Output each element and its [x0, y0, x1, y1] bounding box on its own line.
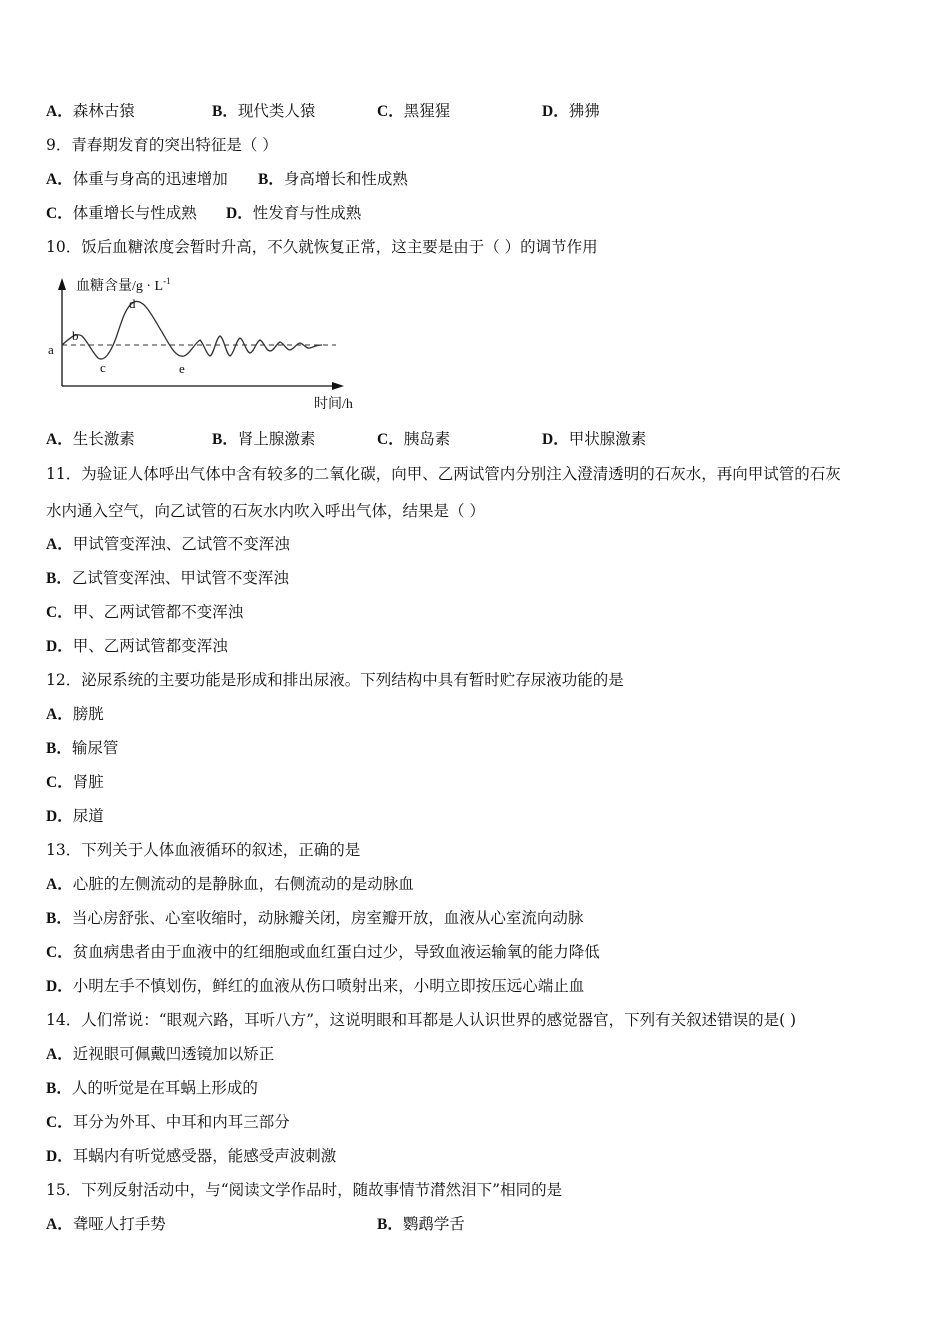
blood-sugar-graph — [40, 272, 370, 417]
q13-option-d[interactable]: D．小明左手不慎划伤，鲜红的血液从伤口喷射出来，小明立即按压远心端止血 — [46, 977, 585, 995]
q15-stem: 15．下列反射活动中，与“阅读文学作品时，随故事情节潸然泪下”相同的是 — [46, 1181, 563, 1199]
q10-stem: 10．饭后血糖浓度会暂时升高，不久就恢复正常，这主要是由于（ ）的调节作用 — [46, 238, 598, 256]
q9-option-d[interactable]: D．性发育与性成熟 — [226, 204, 362, 222]
q14-option-c[interactable]: C．耳分为外耳、中耳和内耳三部分 — [46, 1113, 290, 1131]
q15-option-b[interactable]: B．鹦鹉学舌 — [377, 1215, 465, 1233]
q14-stem: 14．人们常说：“眼观六路，耳听八方”，这说明眼和耳都是人认识世界的感觉器官，下列有关叙述错误的是( ) — [46, 1011, 797, 1029]
q8-option-b[interactable]: B．现代类人猿 — [212, 102, 316, 120]
q12-option-b[interactable]: B．输尿管 — [46, 739, 119, 757]
q14-option-a[interactable]: A．近视眼可佩戴凹透镜加以矫正 — [46, 1045, 275, 1063]
graph-label-d: d — [129, 296, 136, 311]
q8-option-a[interactable]: A．森林古猿 — [46, 102, 135, 120]
q11-option-c[interactable]: C．甲、乙两试管都不变浑浊 — [46, 603, 244, 621]
q14-option-d[interactable]: D．耳蜗内有听觉感受器，能感受声波刺激 — [46, 1147, 337, 1165]
q12-option-a[interactable]: A．膀胱 — [46, 705, 104, 723]
q13-option-c[interactable]: C．贫血病患者由于血液中的红细胞或血红蛋白过少，导致血液运输氧的能力降低 — [46, 943, 600, 961]
q11-option-d[interactable]: D．甲、乙两试管都变浑浊 — [46, 637, 228, 655]
graph-label-c: c — [100, 360, 106, 375]
graph-xlabel: 时间/h — [314, 397, 353, 412]
q12-stem: 12．泌尿系统的主要功能是形成和排出尿液。下列结构中具有暂时贮存尿液功能的是 — [46, 671, 624, 689]
q13-stem: 13．下列关于人体血液循环的叙述，正确的是 — [46, 841, 361, 859]
q13-option-a[interactable]: A．心脏的左侧流动的是静脉血，右侧流动的是动脉血 — [46, 875, 414, 893]
q9-option-c[interactable]: C．体重增长与性成熟 — [46, 204, 197, 222]
q12-option-c[interactable]: C．肾脏 — [46, 773, 104, 791]
graph-label-a: a — [48, 342, 54, 357]
q10-option-c[interactable]: C．胰岛素 — [377, 430, 451, 448]
q11-stem-line-2: 水内通入空气，向乙试管的石灰水内吹入呼出气体，结果是（ ） — [46, 502, 485, 520]
q9-option-b[interactable]: B．身高增长和性成熟 — [258, 170, 408, 188]
graph-x-arrow — [332, 382, 344, 390]
q9-option-a[interactable]: A．体重与身高的迅速增加 — [46, 170, 228, 188]
q8-option-d[interactable]: D．狒狒 — [542, 102, 600, 120]
q11-option-a[interactable]: A．甲试管变浑浊、乙试管不变浑浊 — [46, 535, 290, 553]
q10-option-a[interactable]: A．生长激素 — [46, 430, 135, 448]
graph-label-b: b — [72, 328, 79, 343]
q9-stem: 9．青春期发育的突出特征是（ ） — [46, 136, 278, 154]
q12-option-d[interactable]: D．尿道 — [46, 807, 104, 825]
graph-label-e: e — [179, 361, 185, 376]
q13-option-b[interactable]: B．当心房舒张、心室收缩时，动脉瓣关闭，房室瓣开放，血液从心室流向动脉 — [46, 909, 584, 927]
q10-option-b[interactable]: B．肾上腺激素 — [212, 430, 316, 448]
q8-option-c[interactable]: C．黑猩猩 — [377, 102, 451, 120]
q10-option-d[interactable]: D．甲状腺激素 — [542, 430, 647, 448]
graph-ylabel: 血糖含量$/g \cdot L^{-1}$ — [76, 276, 171, 294]
q11-stem-line-1: 11．为验证人体呼出气体中含有较多的二氧化碳，向甲、乙两试管内分别注入澄清透明的石灰水，再向甲试管的石灰 — [46, 465, 841, 483]
graph-blood-sugar-curve — [62, 301, 322, 359]
q11-option-b[interactable]: B．乙试管变浑浊、甲试管不变浑浊 — [46, 569, 289, 587]
graph-y-arrow — [58, 278, 66, 290]
q14-option-b[interactable]: B．人的听觉是在耳蜗上形成的 — [46, 1079, 258, 1097]
q15-option-a[interactable]: A．聋哑人打手势 — [46, 1215, 166, 1233]
